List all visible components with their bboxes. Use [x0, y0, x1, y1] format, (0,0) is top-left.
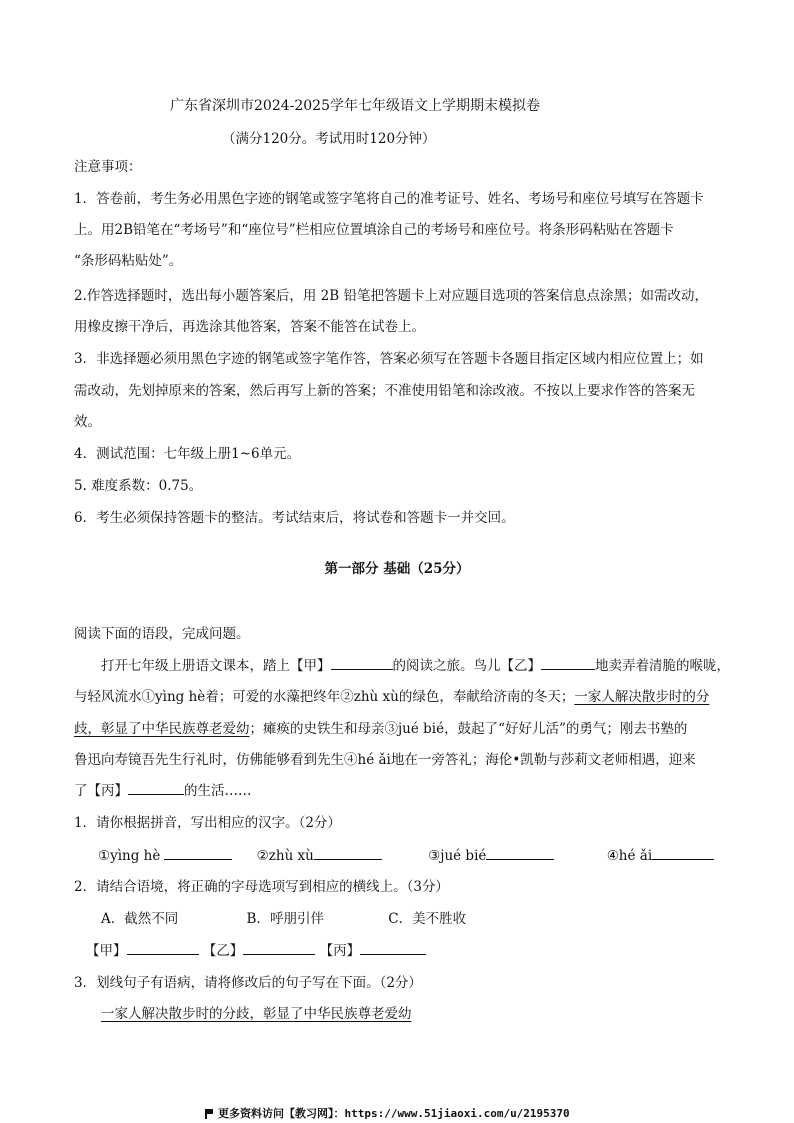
- passage-line-3: 歧，彰显了中华民族尊老爱幼；瘫痪的史铁生和母亲③jué bié，鼓起了“好好儿活”的勇气；刚去书塾的: [74, 721, 688, 737]
- q3-prompt: 3．划线句子有语病，请将修改后的句子写在下面。（2分）: [74, 975, 422, 991]
- blank-yi[interactable]: [541, 655, 595, 670]
- notes-heading: 注意事项：: [74, 159, 142, 175]
- q3-sentence: 一家人解决散步时的分歧，彰显了中华民族尊老爱幼: [101, 1006, 412, 1022]
- note-6: 6．考生必须保持答题卡的整洁。考试结束后，将试卷和答题卡一并交回。: [74, 510, 515, 526]
- q2-blank-yi[interactable]: [243, 940, 315, 955]
- note-3-line-2: 需改动，先划掉原来的答案，然后再写上新的答案；不准使用铅笔和涂改液。不按以上要求作答的答案无: [74, 383, 695, 399]
- note-1-line-2: 上。用2B铅笔在“考场号”和“座位号”栏相应位置填涂自己的考场号和座位号。将条形码粘贴在答题卡: [74, 222, 674, 238]
- underlined-sentence-part-2: 歧，彰显了中华民族尊老爱幼: [74, 721, 250, 737]
- note-2-line-1: 2.作答选择题时，选出每小题答案后，用 2B 铅笔把答题卡上对应题目选项的答案信息点涂黑；如需改动，: [74, 288, 708, 304]
- q2-blank-jia[interactable]: [127, 940, 199, 955]
- exam-title: 广东省深圳市2024-2025学年七年级语文上学期期末模拟卷: [170, 98, 540, 114]
- q2-blanks: 【甲】 【乙】 【丙】: [86, 937, 426, 966]
- passage-line-2: 与轻风流水①yìng hè着；可爱的水藻把终年②zhù xù的绿色，奉献给济南的冬天；一家人解决散步时的分: [74, 689, 710, 705]
- q2-blank-bing[interactable]: [360, 940, 426, 955]
- q2-prompt: 2．请结合语境，将正确的字母选项写到相应的横线上。（3分）: [74, 879, 449, 895]
- passage-line-1: 打开七年级上册语文课本，踏上【甲】 的阅读之旅。鸟儿【乙】 地卖弄着清脆的喉咙，: [101, 652, 730, 681]
- q2-options: [101, 905, 466, 934]
- q2-option-b: B．呼朋引伴: [246, 911, 324, 927]
- q1-item-2: ②zhù xù: [256, 848, 314, 864]
- note-1-line-1: 1．答卷前，考生务必用黑色字迹的钢笔或签字笔将自己的准考证号、姓名、考场号和座位号填写在答题卡: [74, 191, 704, 207]
- q1-item-3: ③jué bié: [428, 848, 487, 864]
- q2-option-a: A．截然不同: [101, 911, 179, 927]
- underlined-sentence-part-1: 一家人解决散步时的分: [574, 689, 710, 705]
- note-5: 5. 难度系数：0.75。: [74, 478, 203, 494]
- q1-item-4: ④hé ǎi: [606, 848, 653, 864]
- passage-intro: 阅读下面的语段，完成问题。: [74, 626, 250, 642]
- q1-prompt: 1．请你根据拼音，写出相应的汉字。（2分）: [74, 815, 341, 831]
- q1-blank-1[interactable]: [164, 845, 232, 860]
- passage-line-5: 了【丙】 的生活……: [74, 777, 252, 806]
- q1-blank-4[interactable]: [652, 845, 714, 860]
- blank-jia[interactable]: [331, 655, 393, 670]
- q2-option-c: C．美不胜收: [388, 911, 467, 927]
- q1-answer-row: [98, 842, 714, 871]
- flag-icon: [205, 1109, 213, 1118]
- q1-blank-2[interactable]: [314, 845, 382, 860]
- note-1-line-3: “条形码粘贴处”。: [74, 253, 183, 269]
- note-2-line-2: 用橡皮擦干净后，再选涂其他答案，答案不能答在试卷上。: [74, 319, 425, 335]
- passage-line-4: 鲁迅向寿镜吾先生行礼时，仿佛能够看到先生④hé ǎi地在一旁答礼；海伦•凯勒与莎莉文老师相遇，迎来: [74, 752, 696, 768]
- section-1-title: 第一部分 基础（25分）: [324, 561, 470, 577]
- q1-item-1: ①yìng hè: [98, 848, 161, 864]
- note-4: 4．测试范围：七年级上册1~6单元。: [74, 446, 301, 462]
- note-3-line-1: 3．非选择题必须用黑色字迹的钢笔或签字笔作答，答案必须写在答题卡各题目指定区域内相应位置上；如: [74, 351, 704, 367]
- note-3-line-3: 效。: [74, 414, 101, 430]
- blank-bing[interactable]: [128, 780, 184, 795]
- q1-blank-3[interactable]: [486, 845, 554, 860]
- footer-link[interactable]: 更多资料访问【教习网】：https://www.51jiaoxi.com/u/2195370: [205, 1105, 570, 1121]
- exam-subtitle: （满分120分。考试用时120分钟）: [222, 131, 436, 147]
